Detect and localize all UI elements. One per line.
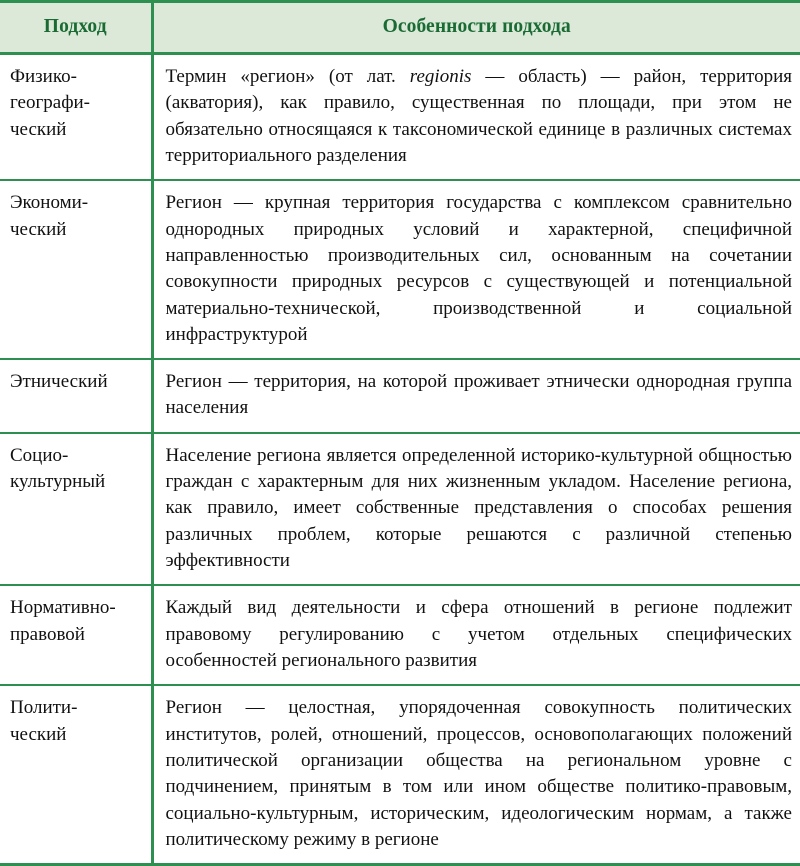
features-paragraph: Население региона является определенной историко-культурной общностью граждан с характерным для них жизненным укладом. Население региона, как правило, имеет собственные представления о способах решения различных проблем, которые решаются с различной степенью эффективности	[165, 444, 792, 571]
features-text-before-latin: Термин «регион» (от лат.	[165, 66, 410, 87]
features-paragraph: Регион — территория, на которой проживает этнически однородная группа населения	[165, 371, 792, 419]
cell-approach-features	[152, 359, 800, 433]
cell-approach-features	[152, 585, 800, 685]
column-header-approach: Подход	[0, 2, 152, 54]
column-header-features: Особенности подхода	[152, 2, 800, 54]
cell-approach-name: Этнический	[0, 359, 152, 433]
table-row	[0, 433, 800, 586]
cell-approach-name: Полити- ческий	[0, 685, 152, 864]
table-row	[0, 359, 800, 433]
cell-approach-name: Физико- географи- ческий	[0, 54, 152, 181]
table-header	[0, 2, 800, 54]
table-row	[0, 685, 800, 864]
cell-approach-features	[152, 54, 800, 181]
table-body	[0, 54, 800, 865]
cell-approach-name: Социо- культурный	[0, 433, 152, 586]
table-row	[0, 180, 800, 359]
cell-approach-name: Нормативно- правовой	[0, 585, 152, 685]
cell-approach-features	[152, 685, 800, 864]
cell-approach-name: Экономи- ческий	[0, 180, 152, 359]
features-text-after-latin: — область) — район, территория (акватория), как правило, существенная по площади, при этом не обязательно относящаяся к таксономической единице в различных системах территориального разделения	[165, 66, 792, 166]
features-paragraph: Каждый вид деятельности и сфера отношений в регионе подлежит правовому регулированию с учетом отдельных специфических особенностей регионального развития	[165, 597, 792, 671]
features-paragraph: Регион — крупная территория государства с комплексом сравнительно однородных природных условий и характерной, специфичной направленностью производительных сил, основанным на сочетании совокупности природных ресурсов с существующей и потенциальной материально-технической, производственной и социальной инфраструктурой	[165, 192, 792, 345]
features-paragraph: Регион — целостная, упорядоченная совокупность политических институтов, ролей, отношений, процессов, основополагающих положений политической организации общества на региональном уровне с подчинением, принятым в том или ином обществе политико-правовым, социально-культурным, историческим, идеологическим нормам, а также политическому режиму в регионе	[165, 697, 792, 850]
table-header-row	[0, 2, 800, 54]
features-paragraph	[166, 64, 793, 169]
cell-approach-features	[152, 433, 800, 586]
latin-term-regionis: regionis	[409, 66, 472, 87]
table-row	[0, 585, 800, 685]
cell-approach-features	[152, 180, 800, 359]
table-row	[0, 54, 800, 181]
